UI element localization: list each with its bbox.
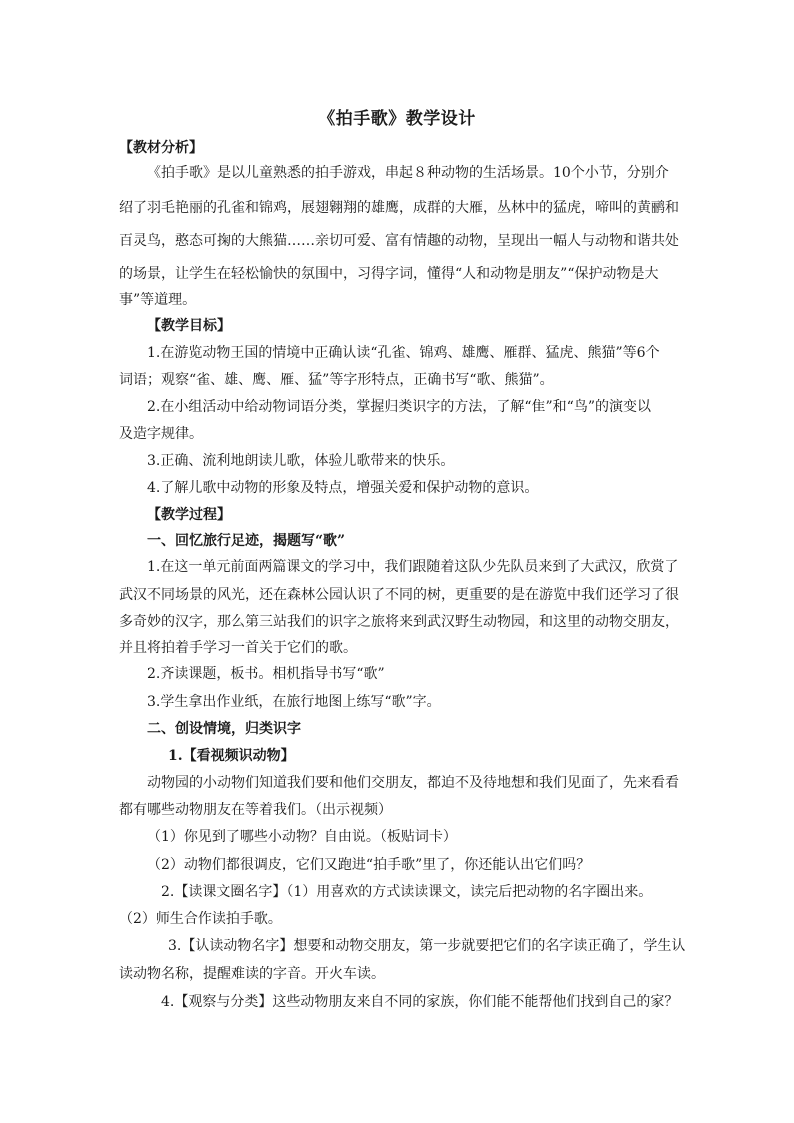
- paragraph-line: 及造字规律。: [119, 426, 203, 442]
- paragraph-line: 4.了解儿歌中动物的形象及特点，增强关爱和保护动物的意识。: [147, 480, 539, 496]
- paragraph-line: 2.齐读课题，板书。相机指导书写“歌”: [147, 666, 385, 682]
- paragraph-line: 读动物名称，提醒难读的字音。开火车读。: [119, 966, 385, 982]
- section-heading-material-analysis: 【教材分析】: [119, 140, 203, 156]
- paragraph-line: 4.【观察与分类】这些动物朋友来自不同的家族，你们能不能帮他们找到自己的家？: [161, 994, 679, 1010]
- section-heading-teaching-goals: 【教学目标】: [147, 318, 231, 334]
- paragraph-line: 并且将拍着手学习一首关于它们的歌。: [119, 640, 357, 656]
- paragraph-line: 都有哪些动物朋友在等着我们。（出示视频）: [119, 802, 392, 818]
- subheading-part-one: 一、回忆旅行足迹，揭题写“歌”: [147, 533, 346, 549]
- paragraph-line: （2）师生合作读拍手歌。: [119, 911, 282, 927]
- paragraph-line: 1.在这一单元前面两篇课文的学习中，我们跟随着这队少先队员来到了大武汉，欣赏了: [147, 559, 679, 575]
- paragraph-line: 《拍手歌》是以儿童熟悉的拍手游戏，串起８种动物的生活场景。10个小节，分别介: [147, 165, 669, 181]
- paragraph-line: 2.【读课文圈名字】（1）用喜欢的方式读读课文，读完后把动物的名字圈出来。: [161, 884, 653, 900]
- step-heading-watch-video: 1.【看视频识动物】: [168, 748, 295, 764]
- section-heading-teaching-process: 【教学过程】: [147, 507, 231, 523]
- paragraph-line: 3.正确、流利地朗读儿歌，体验儿歌带来的快乐。: [147, 453, 455, 469]
- paragraph-line: 动物园的小动物们知道我们要和他们交朋友，都迫不及待地想和我们见面了，先来看看: [147, 775, 679, 791]
- paragraph-line: 2.在小组活动中给动物词语分类，掌握归类识字的方法，了解“隹”和“鸟”的演变以: [147, 399, 651, 415]
- page-title: 《拍手歌》教学设计: [318, 109, 476, 129]
- paragraph-line: 1.在游览动物王国的情境中正确认读“孔雀、锦鸡、雄鹰、雁群、猛虎、熊猫”等6个: [147, 345, 660, 361]
- paragraph-line: 3.【认读动物名字】想要和动物交朋友，第一步就要把它们的名字读正确了，学生认: [168, 938, 686, 954]
- paragraph-line: （2）动物们都很调皮，它们又跑进“拍手歌”里了，你还能认出它们吗？: [147, 857, 591, 873]
- paragraph-line: 3.学生拿出作业纸，在旅行地图上练写“歌”字。: [147, 694, 441, 710]
- paragraph-line: 词语；观察“雀、雄、鹰、雁、猛”等字形特点，正确书写“歌、熊猫”。: [119, 372, 554, 388]
- paragraph-line: 武汉不同场景的风光，还在森林公园认识了不同的树，更重要的是在游览中我们还学习了很: [119, 587, 679, 603]
- subheading-part-two: 二、创设情境，归类识字: [147, 721, 301, 737]
- paragraph-line: 绍了羽毛艳丽的孔雀和锦鸡，展翅翱翔的雄鹰，成群的大雁，丛林中的猛虎，啼叫的黄鹂和: [119, 200, 679, 216]
- paragraph-line: 的场景，让学生在轻松愉快的氛围中，习得字词，懂得“人和动物是朋友”“保护动物是大: [119, 266, 659, 282]
- paragraph-line: 事”等道理。: [119, 292, 197, 308]
- paragraph-line: 百灵鸟，憨态可掬的大熊猫……亲切可爱、富有情趣的动物，呈现出一幅人与动物和谐共处: [119, 233, 679, 249]
- paragraph-line: 多奇妙的汉字，那么第三站我们的识字之旅将来到武汉野生动物园，和这里的动物交朋友，: [119, 614, 679, 630]
- paragraph-line: （1）你见到了哪些小动物？自由说。（板贴词卡）: [147, 829, 457, 845]
